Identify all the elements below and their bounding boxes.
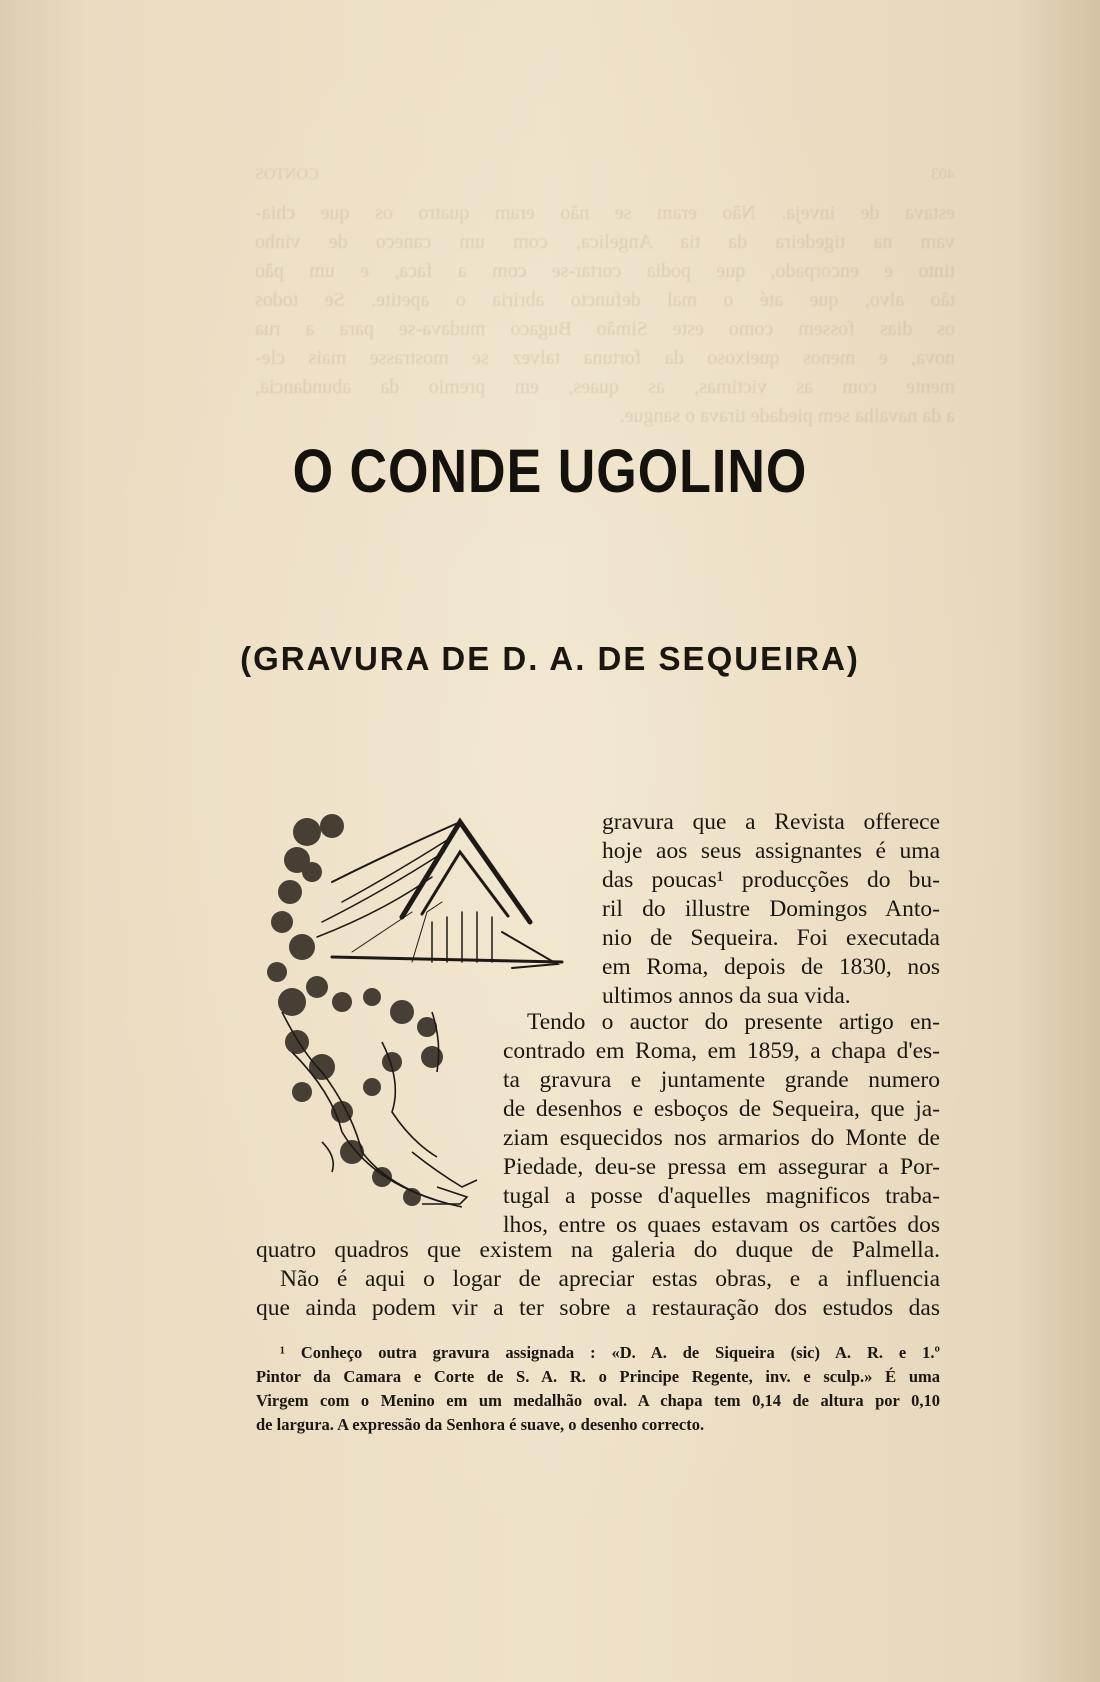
bleed-through-text — [255, 160, 955, 431]
text-line: gravura que a Revista offerece — [602, 809, 940, 835]
text-line: das poucas¹ producções do bu- — [602, 867, 940, 893]
text-line: quatro quadros que existem na galeria do duque de Palmella. — [256, 1237, 940, 1263]
text-line: nio de Sequeira. Foi executada — [602, 925, 940, 951]
bleed-line: estava de inveja. Não eram se não eram quatro os que chia- — [255, 202, 955, 224]
text-line: Piedade, deu-se pressa em assegurar a Por- — [503, 1154, 940, 1180]
text-line: Não é aqui o logar de apreciar estas obras, e a influencia — [280, 1266, 940, 1292]
bleed-line: tinto e encorpado, que podia cortar-se com a faca, e um pão — [255, 260, 955, 282]
bleed-line: nova, e menos queixoso da fortuna talvez se mostrasse mais cle- — [255, 347, 955, 369]
text-line: tugal a posse d'aquelles magnificos traba- — [503, 1183, 940, 1209]
bleed-running-head: CONTOS — [255, 166, 319, 183]
article-subtitle: (GRAVURA DE D. A. DE SEQUEIRA) — [240, 640, 860, 677]
text-line: hoje aos seus assignantes é uma — [602, 838, 940, 864]
text-line: lhos, entre os quaes estavam os cartões dos — [503, 1212, 940, 1238]
text-line: ta gravura e juntamente grande numero — [503, 1067, 940, 1093]
footnote — [256, 1341, 940, 1437]
bleed-line: tão alvo, que até o mal defuncto abriria o apetite. Se todos — [255, 289, 955, 311]
footnote-line: Pintor da Camara e Corte de S. A. R. o Principe Regente, inv. e sculp.» É uma — [256, 1367, 940, 1386]
paragraph-second — [503, 1008, 940, 1240]
bleed-line: os dias fossem como este Simão Bugaco mudava-se para a rua — [255, 318, 955, 340]
footnote-line: Virgem com o Menino em um medalhão oval. A chapa tem 0,14 de altura por 0,10 — [256, 1391, 940, 1410]
footnote-line: de largura. A expressão da Senhora é suave, o desenho correcto. — [256, 1415, 705, 1434]
paragraph-intro — [602, 808, 940, 1011]
text-line: em Roma, depois de 1830, nos — [602, 954, 940, 980]
text-line: ultimos annos da sua vida. — [602, 983, 851, 1009]
text-line: contrado em Roma, em 1859, a chapa d'es- — [503, 1038, 940, 1064]
text-line: Tendo o auctor do presente artigo en- — [527, 1009, 940, 1035]
bleed-line: mente com as victimas, as quaes, em premio da abundancia, — [255, 376, 955, 398]
bleed-page-number: 403 — [931, 166, 955, 183]
text-line: ziam esquecidos nos armarios do Monte de — [503, 1125, 940, 1151]
bleed-line: vam na tigedeira da tia Angelica, com um caneco de vinho — [255, 231, 955, 253]
article-title: O CONDE UGOLINO — [292, 437, 808, 507]
paragraph-full-width — [256, 1236, 940, 1323]
text-line: ril do illustre Domingos Anto- — [602, 896, 940, 922]
text-line: de desenhos e esboços de Sequeira, que ja- — [503, 1096, 940, 1122]
footnote-line: ¹ Conheço outra gravura assignada : «D. A. de Siqueira (sic) A. R. e 1.º — [280, 1343, 940, 1362]
text-line: que ainda podem vir a ter sobre a restauração dos estudos das — [256, 1295, 940, 1321]
bleed-line: a da navalha sem piedade tirava o sangue. — [619, 405, 955, 427]
